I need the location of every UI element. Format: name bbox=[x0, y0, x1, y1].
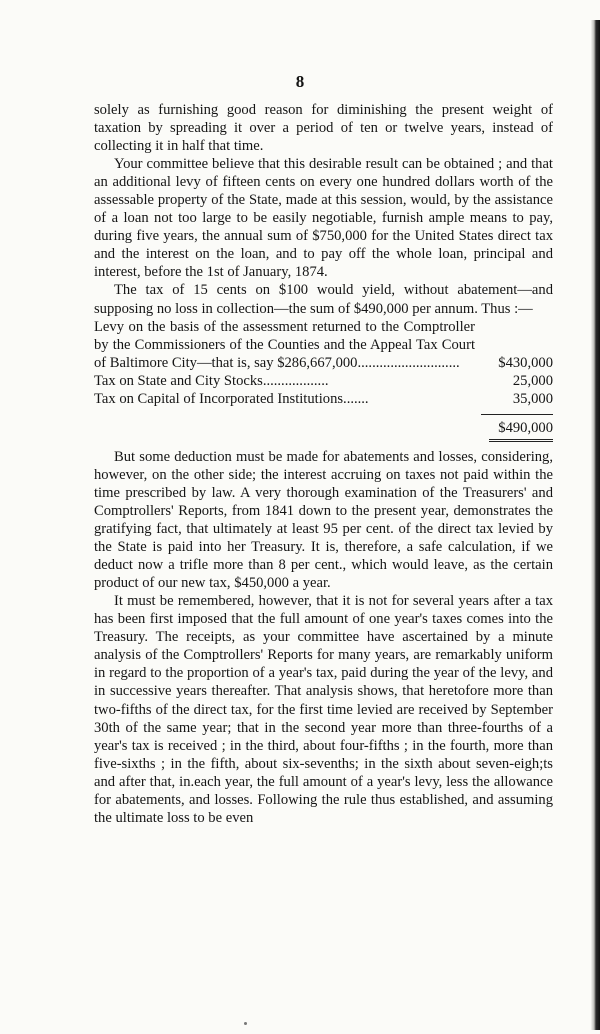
levy-row-assessment bbox=[94, 318, 553, 372]
levy-row-stocks bbox=[94, 372, 553, 390]
paragraph-tax-yield: The tax of 15 cents on $100 would yield, without abatement—and supposing no loss in collection—the sum of $490,000 per annum. Thus :— bbox=[94, 282, 553, 317]
levy-row-amount: $430,000 bbox=[498, 354, 553, 371]
levy-total: $490,000 bbox=[481, 414, 553, 437]
paragraph-continuation: solely as furnishing good reason for diminishing the present weight of taxation by spreading it over a period of ten or twelve years, instead of collecting it in half that time. bbox=[94, 102, 553, 155]
levy-row-capital bbox=[94, 390, 553, 408]
paragraph-receipts-analysis: It must be remembered, however, that it is not for several years after a tax has been first imposed that the full amount of one year's taxes comes into the Treasury. The receipts, as your committee have ascertained by a minute analysis of the Comptrollers' Reports for many years, are remarkably uniform in regard to the proportion of a year's tax, paid during the year of the levy, and in successive years thereafter. That analysis shows, that heretofore more than two-fifths of the direct tax, for the first time levied are received by September 30th of the same year; that in the second year more than three-fourths of a year's tax is received ; in the third, about four-fifths ; in the fourth, more than five-sixths ; in the fifth, about six-sevenths; in the sixth about seven-eigh;ts and after that, in.each year, the full amount of a year's levy, less the allowance for abatements, and losses. Following the rule thus established, and assuming the ultimate loss to be even bbox=[94, 593, 553, 826]
page-number: 8 bbox=[295, 72, 305, 91]
paragraph-deductions: But some deduction must be made for abatements and losses, considering, however, on the other side; the interest accruing on taxes not paid within the time prescribed by law. A very thorough examination of the Treasurers' and Comptrollers' Reports, from 1841 down to the present year, demonstrates the gratifying fact, that ultimately at least 95 per cent. of the direct tax levied by the State is paid into her Treasury. It is, therefore, a safe calculation, if we deduct now a trifle more than 8 per cent., which would leave, as the certain product of our new tax, $450,000 a year. bbox=[94, 448, 553, 592]
levy-table bbox=[94, 318, 553, 408]
levy-row-description: Levy on the basis of the assessment returned to the Comptroller by the Commissioners of the Counties and the Appeal Tax Court of Baltimore City—that is, say $286,667,000............................ bbox=[94, 318, 475, 371]
levy-row-description: Tax on State and City Stocks.................. bbox=[94, 372, 329, 389]
page-speck bbox=[244, 1022, 247, 1025]
levy-row-amount: 25,000 bbox=[512, 372, 553, 389]
levy-row-description: Tax on Capital of Incorporated Institutions....... bbox=[94, 390, 369, 407]
levy-row-amount: 35,000 bbox=[512, 390, 553, 407]
body-text bbox=[94, 101, 553, 827]
levy-total-double-rule bbox=[94, 439, 553, 442]
levy-total-row bbox=[94, 414, 553, 437]
paragraph-committee-result: Your committee believe that this desirable result can be obtained ; and that an additional levy of fifteen cents on every one hundred dollars worth of the assessable property of the State, made at this session, would, by the assistance of a loan not too large to be easily negotiable, furnish ample means to pay, during five years, the annual sum of $750,000 for the United States direct tax and the interest on the loan, and to pay off the whole loan, principal and interest, before the 1st of January, 1874. bbox=[94, 156, 553, 281]
page-binding-edge bbox=[591, 20, 600, 1030]
